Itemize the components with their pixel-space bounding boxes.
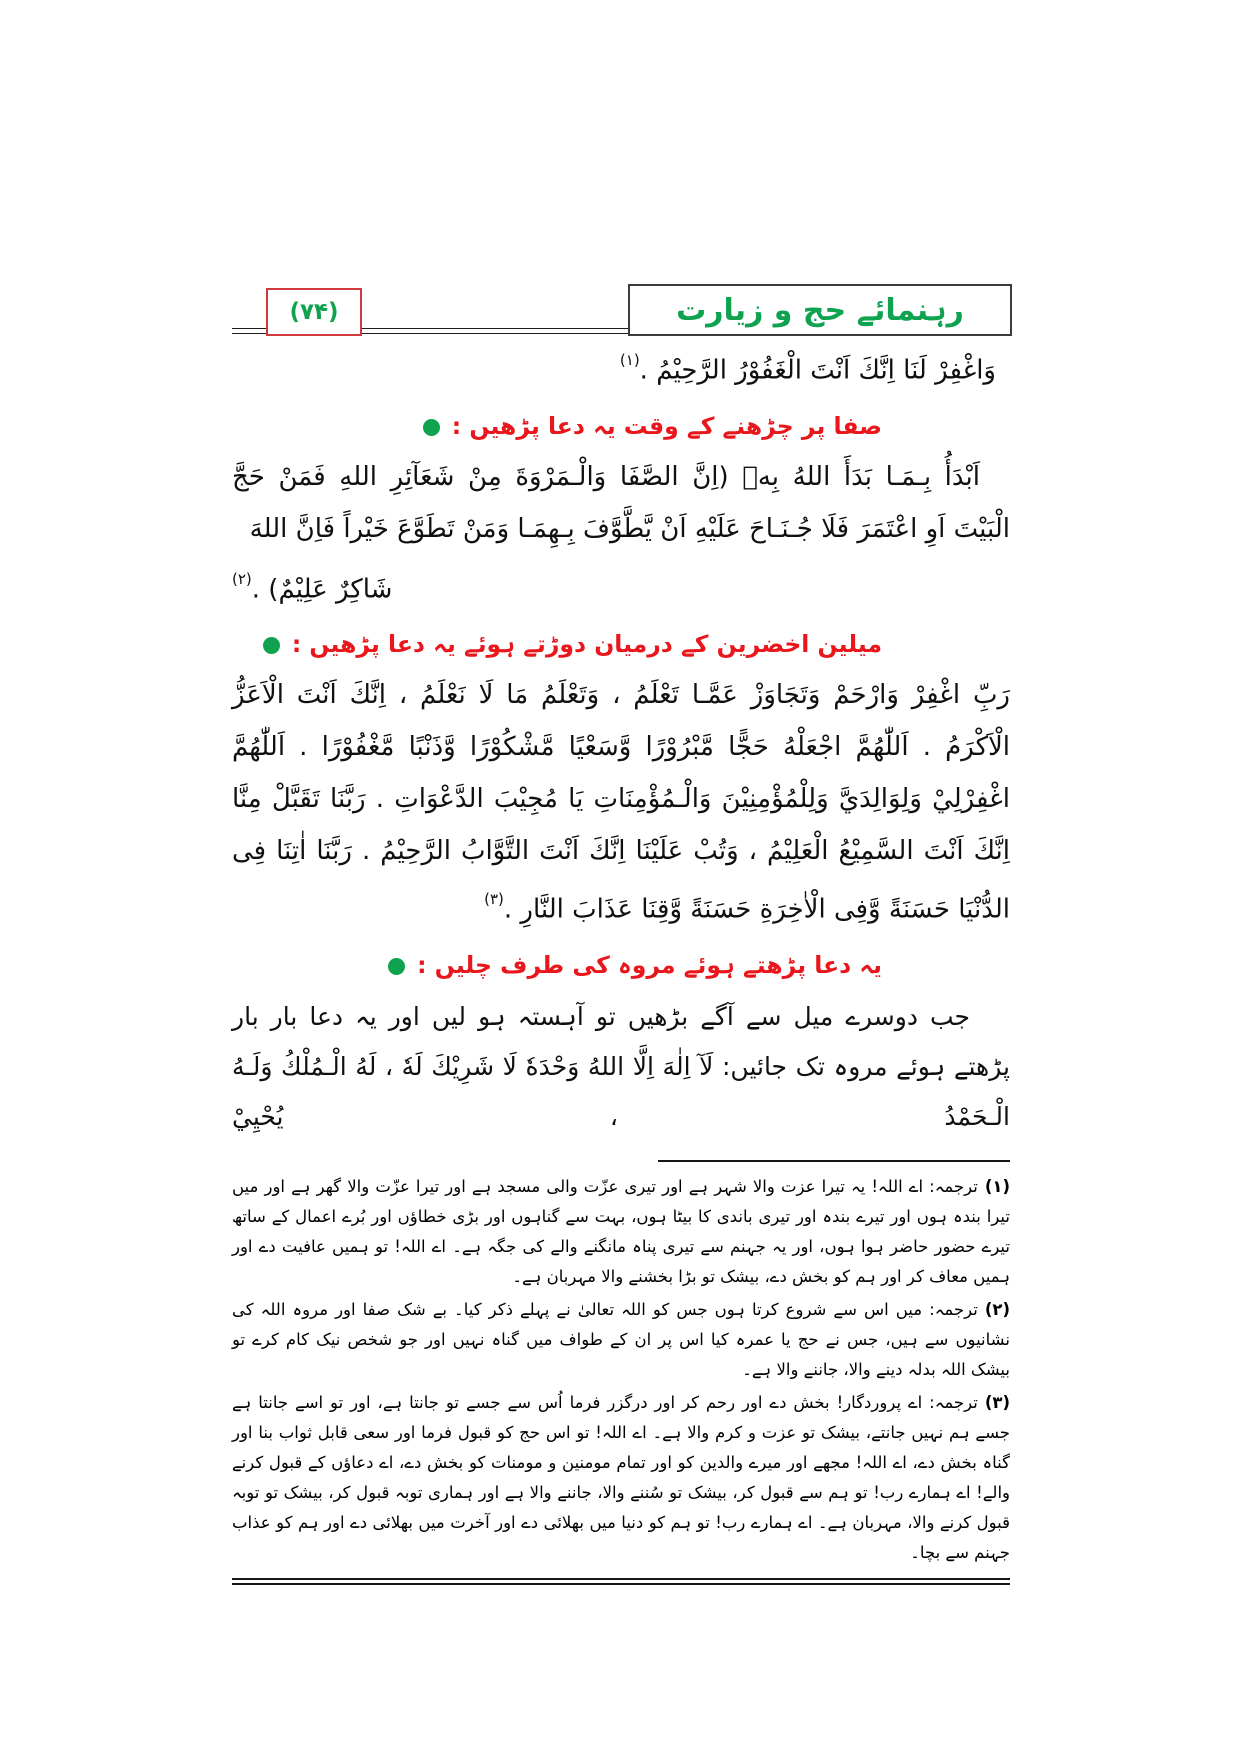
footnote-1-text: ترجمہ: اے اللہ! یہ تیرا عزت والا شہر ہے اور تیری عزّت والی مسجد ہے اور تیرا عزّت والا گھر ہے اور میں تیرا بندہ ہوں اور تیرے بندہ اور تیری باندی کا بیٹا ہوں، بہت سے گناہوں اور بڑی خطاؤں اور بُرے اعمال کے ساتھ تیرے حضور حاضر ہوا ہوں، اور یہ جہنم سے تیری پناہ مانگنے والے کی جگہ ہے۔ اے اللہ! تو ہمیں عافیت دے اور ہمیں معاف کر اور ہم کو بخش دے، بیشک تو بڑا بخشنے والا مہربان ہے۔ [232,1176,1010,1286]
section3-heading [232,946,1010,984]
footnote-ref-2: (۲) [232,569,252,588]
footnote-1-marker: (۱) [984,1176,1010,1196]
section1-dua-end-text: شَاكِرٌ عَلِيْمٌ) . [251,574,393,605]
footnote-2-text: ترجمہ: میں اس سے شروع کرتا ہوں جس کو اللہ تعالیٰ نے پہلے ذکر کیا۔ بے شک صفا اور مروہ اللہ کی نشانیوں سے ہیں، جس نے حج یا عمرہ کیا اس پر ان کے طواف میں گناہ نہیں اور جو شخص نیک کام کرے تو بیشک اللہ بدلہ دینے والا، جاننے والا ہے۔ [232,1299,1010,1379]
bullet-icon [388,958,405,975]
footnote-2 [232,1295,1010,1385]
section2-dua [232,669,1010,936]
footnotes-block [232,1172,1010,1568]
footnote-ref-1: (۱) [619,351,640,369]
page-content [232,284,1010,1585]
bullet-icon [423,419,440,436]
footnote-ref-3: (۳) [484,890,504,909]
section2-heading [232,625,1010,663]
footnote-3 [232,1388,1010,1568]
section2-dua-text: رَبِّ اغْفِرْ وَارْحَمْ وَتَجَاوَزْ عَمَّـا تَعْلَمُ ، وَتَعْلَمُ مَا لَا نَعْلَمُ ، اِنَّكَ اَنْتَ الْاَعَزُّ الْاَكْرَمُ . اَللّٰهُمَّ اجْعَلْهُ حَجًّا مَّبْرُوْرًا وَّسَعْيًا مَّشْكُوْرًا وَّذَنْبًا مَّغْفُوْرًا . اَللّٰهُمَّ اغْفِرْلِيْ وَلِوَالِدَيَّ وَلِلْمُؤْمِنِيْنَ وَالْـمُؤْمِنَاتِ يَا مُجِيْبَ الدَّعْوَاتِ . رَبَّنَا تَقَبَّلْ مِنَّا اِنَّكَ اَنْتَ السَّمِيْعُ الْعَلِيْمُ ، وَتُبْ عَلَيْنَا اِنَّكَ اَنْتَ التَّوَّابُ الرَّحِيْمُ . رَبَّنَا اٰتِنَا فِى الدُّنْيَا حَسَنَةً وَّفِى الْاٰخِرَةِ حَسَنَةً وَّقِنَا عَذَابَ النَّارِ . [232,680,1010,925]
section3-heading-text: یہ دعا پڑھتے ہوئے مروہ کی طرف چلیں : [417,950,882,979]
bullet-icon [263,637,280,654]
book-title-box [628,284,1012,336]
section2-heading-text: میلین اخضرین کے درمیان دوڑتے ہوئے یہ دعا پڑھیں : [291,630,882,659]
footnote-2-marker: (۲) [984,1299,1010,1319]
book-title: رہنمائے حج و زیارت [676,292,964,328]
footnote-3-marker: (۳) [984,1392,1010,1412]
dua-opening-line [232,338,1010,397]
page-number-box [266,288,362,336]
footnote-3-text: ترجمہ: اے پروردگار! بخش دے اور رحم کر اور درگزر فرما اُس سے جسے تو جانتا ہے، اور تو اسے جانتا ہے جسے ہم نہیں جانتے، بیشک تو عزت و کرم والا ہے۔ اے اللہ! تو اس حج کو قبول فرما اور سعی قابل ثواب بنا اور گناہ بخش دے، اے اللہ! مجھے اور میرے والدین کو اور تمام مومنین و مومنات کو بخش دے، اے دعاؤں کے قبول کرنے والے! اے ہمارے رب! تو ہم سے قبول کر، بیشک تو سُننے والا، جاننے والا ہے اور ہماری توبہ قبول کر، بیشک تو توبہ قبول کرنے والا، مہربان ہے۔ اے ہمارے رب! تو ہم کو دنیا میں بھلائی دے اور آخرت میں بھلائی دے اور ہم کو عذاب جہنم سے بچا۔ [232,1392,1010,1562]
section1-heading [232,407,1010,445]
page-number: (۷۴) [289,299,339,325]
footnote-1 [232,1172,1010,1292]
section3-paragraph: جب دوسرے میل سے آگے بڑھیں تو آہستہ ہو لیں اور یہ دعا بار بار پڑھتے ہوئے مروہ تک جائیں: لَآ اِلٰهَ اِلَّا اللهُ وَحْدَهٗ لَا شَرِيْكَ لَهٗ ، لَهُ الْـمُلْكُ وَلَـهُ الْـحَمْدُ ، يُحْيِيْ [232,1001,1010,1131]
section1-heading-text: صفا پر چڑھنے کے وقت یہ دعا پڑھیں : [451,411,882,440]
opening-line-text: وَاغْفِرْ لَنَا اِنَّكَ اَنْتَ الْغَفُوْرُ الرَّحِيْمُ . [639,355,996,386]
bottom-rule [232,1578,1010,1585]
section1-dua-last-line [232,557,1010,616]
page-header [232,284,1010,334]
footnote-separator [658,1160,1010,1162]
section1-dua: اَبْدَأُ بِـمَـا بَدَأَ اللهُ بِهٖ (اِنَّ الصَّفَا وَالْـمَرْوَةَ مِنْ شَعَآئِرِ اللهِ فَمَنْ حَجَّ الْبَيْتَ اَوِ اعْتَمَرَ فَلَا جُـنَـاحَ عَلَيْهِ اَنْ يَّطَّوَّفَ بِـهِمَـا وَمَنْ تَطَوَّعَ خَيْراً فَاِنَّ اللهَ [232,461,1010,544]
